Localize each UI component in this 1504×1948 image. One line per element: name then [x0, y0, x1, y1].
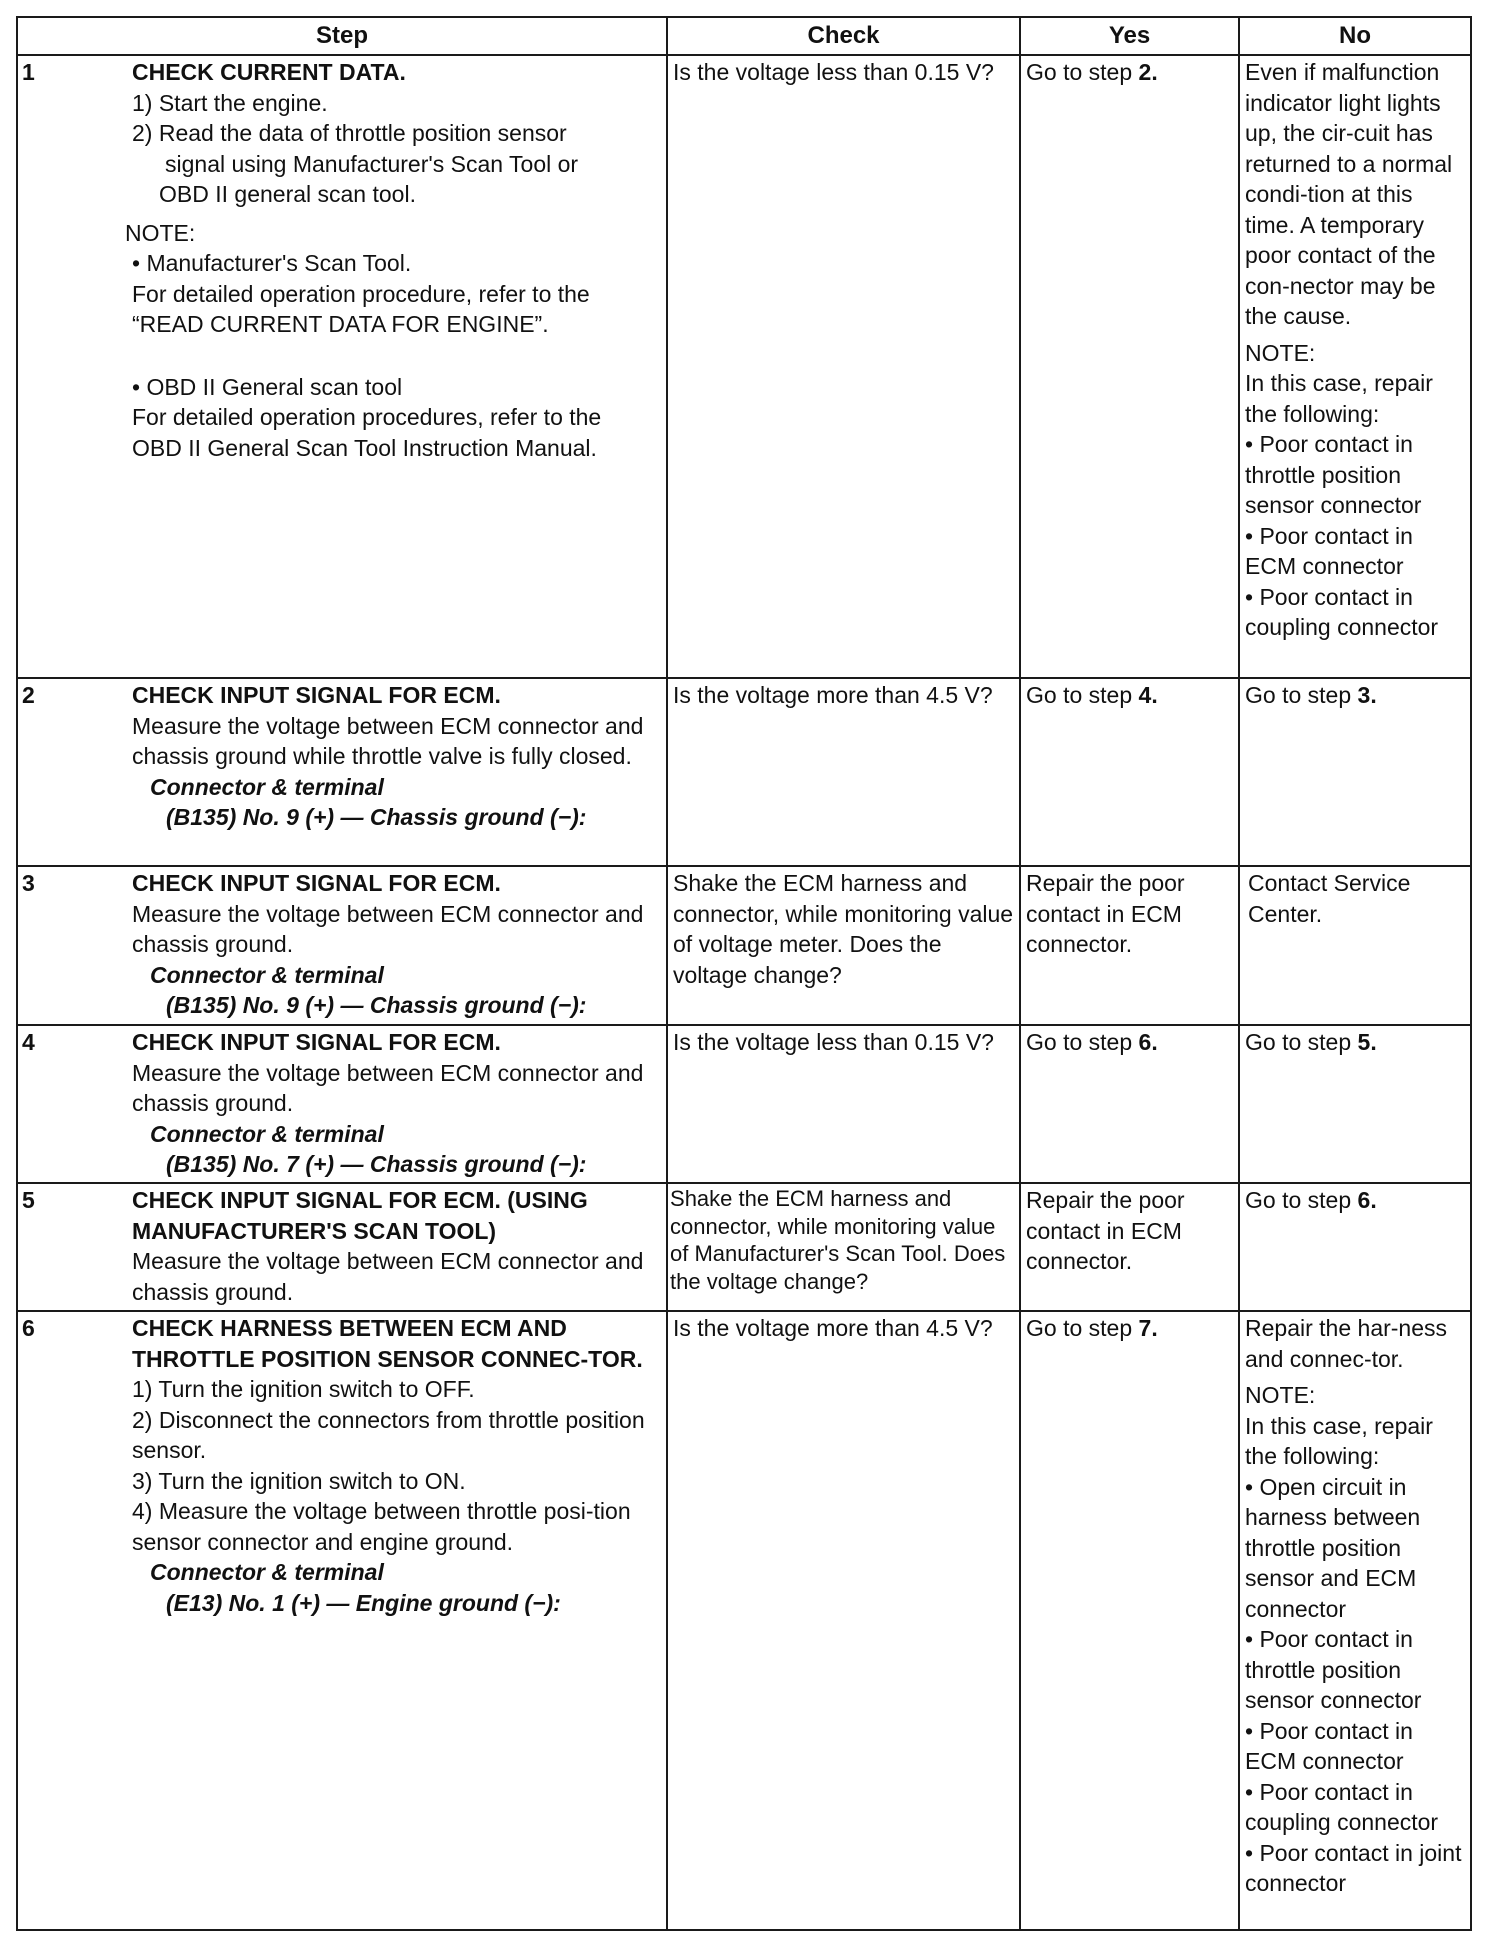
- no-note-intro: In this case, repair the following:: [1245, 1412, 1433, 1469]
- yes-cell: [1020, 678, 1239, 866]
- check-cell: Shake the ECM harness and connector, while monitoring value of voltage meter. Does the voltage change?: [667, 866, 1020, 1025]
- no-bullet: • Poor contact in ECM connector: [1245, 1717, 1413, 1774]
- no-cell: [1239, 1311, 1471, 1930]
- no-bullet: • Poor contact in throttle position sensor connector: [1245, 1626, 1422, 1713]
- no-bullet: • Poor contact in throttle position sensor connector: [1245, 431, 1422, 518]
- no-bullet: • Poor contact in joint connector: [1245, 1839, 1462, 1896]
- connector-terminal-label: Connector & terminal: [150, 773, 384, 800]
- note-text: For detailed operation procedure, refer to the: [132, 280, 590, 307]
- no-note-intro: In this case, repair the following:: [1245, 370, 1433, 427]
- connector-terminal-value: (B135) No. 9 (+) — Chassis ground (−):: [166, 992, 587, 1018]
- table-row: [17, 55, 1471, 678]
- check-cell: Is the voltage more than 4.5 V?: [667, 1311, 1020, 1930]
- step-body: Measure the voltage between ECM connector and chassis ground while throttle valve is fully closed.: [132, 712, 644, 769]
- yes-step-ref: 7.: [1138, 1315, 1158, 1341]
- yes-cell: Repair the poor contact in ECM connector.: [1020, 866, 1239, 1025]
- no-cell: [1239, 55, 1471, 678]
- step-description: [132, 866, 667, 1025]
- header-check: Check: [667, 17, 1020, 55]
- step-title: CHECK INPUT SIGNAL FOR ECM.: [132, 870, 501, 896]
- step-description: [132, 1183, 667, 1311]
- step-title: CHECK CURRENT DATA.: [132, 59, 406, 85]
- step-item: 2) Disconnect the connectors from throttle position sensor.: [132, 1406, 645, 1463]
- step-number: 5: [17, 1183, 132, 1311]
- step-title: CHECK INPUT SIGNAL FOR ECM.: [132, 682, 501, 708]
- no-step-ref: 5.: [1357, 1029, 1377, 1055]
- connector-terminal-value: (B135) No. 7 (+) — Chassis ground (−):: [166, 1151, 587, 1177]
- no-note-label: NOTE:: [1245, 339, 1316, 366]
- step-item: 2) Read the data of throttle position sensor: [132, 120, 567, 146]
- yes-step-ref: 6.: [1138, 1029, 1158, 1055]
- step-title: CHECK INPUT SIGNAL FOR ECM. (USING MANUFACTURER'S SCAN TOOL): [132, 1187, 588, 1244]
- spacer: [132, 340, 656, 372]
- no-text: Even if malfunction indicator light lights up, the cir-cuit has returned to a normal condi-tion at this time. A temporary poor contact of the con-nector may be the cause.: [1245, 59, 1453, 329]
- table-row: [17, 866, 1471, 1025]
- note-text: OBD II General Scan Tool Instruction Manual.: [132, 434, 597, 461]
- step-description: [132, 678, 667, 866]
- yes-prefix: Go to step: [1026, 682, 1139, 708]
- no-prefix: Go to step: [1245, 1187, 1358, 1213]
- connector-terminal-value: (B135) No. 9 (+) — Chassis ground (−):: [166, 804, 587, 830]
- no-cell: [1239, 678, 1471, 866]
- step-title: CHECK HARNESS BETWEEN ECM AND THROTTLE POSITION SENSOR CONNEC-TOR.: [132, 1315, 643, 1372]
- yes-step-ref: 4.: [1138, 682, 1158, 708]
- header-step: Step: [17, 17, 667, 55]
- yes-cell: [1020, 55, 1239, 678]
- no-prefix: Go to step: [1245, 1029, 1358, 1055]
- step-number: 2: [17, 678, 132, 866]
- step-description: [132, 1311, 667, 1930]
- header-yes: Yes: [1020, 17, 1239, 55]
- yes-cell: [1020, 1025, 1239, 1183]
- step-number: 3: [17, 866, 132, 1025]
- table-row: [17, 1025, 1471, 1183]
- connector-terminal-value: (E13) No. 1 (+) — Engine ground (−):: [166, 1589, 561, 1616]
- note-text: “READ CURRENT DATA FOR ENGINE”.: [132, 311, 549, 337]
- check-cell: Is the voltage more than 4.5 V?: [667, 678, 1020, 866]
- note-bullet: • OBD II General scan tool: [132, 373, 403, 400]
- no-text: Repair the har-ness and connec-tor.: [1245, 1315, 1448, 1372]
- no-bullet: • Poor contact in ECM connector: [1245, 522, 1413, 579]
- connector-terminal-label: Connector & terminal: [150, 1120, 384, 1147]
- no-note-label: NOTE:: [1245, 1382, 1316, 1408]
- note-bullet: • Manufacturer's Scan Tool.: [132, 250, 412, 276]
- step-description: [132, 1025, 667, 1183]
- step-body: Measure the voltage between ECM connector and chassis ground.: [132, 1248, 644, 1305]
- no-cell: [1239, 1183, 1471, 1311]
- yes-cell: [1020, 1311, 1239, 1930]
- step-number: 1: [17, 55, 132, 678]
- table-row: [17, 678, 1471, 866]
- no-bullet: • Poor contact in coupling connector: [1245, 1778, 1439, 1835]
- yes-prefix: Go to step: [1026, 59, 1139, 85]
- no-prefix: Go to step: [1245, 682, 1358, 708]
- check-cell: Is the voltage less than 0.15 V?: [667, 55, 1020, 678]
- yes-prefix: Go to step: [1026, 1029, 1139, 1055]
- check-cell: Is the voltage less than 0.15 V?: [667, 1025, 1020, 1183]
- yes-prefix: Go to step: [1026, 1315, 1139, 1341]
- yes-cell: Repair the poor contact in ECM connector.: [1020, 1183, 1239, 1311]
- yes-step-ref: 2.: [1138, 59, 1158, 85]
- connector-terminal-label: Connector & terminal: [150, 1559, 384, 1585]
- table-row: [17, 1311, 1471, 1930]
- step-number: 6: [17, 1311, 132, 1930]
- check-cell: Shake the ECM harness and connector, while monitoring value of Manufacturer's Scan Tool. Does the voltage change?: [667, 1183, 1020, 1311]
- no-cell: Contact Service Center.: [1239, 866, 1471, 1025]
- step-body: Measure the voltage between ECM connector and chassis ground.: [132, 900, 644, 957]
- note-text: For detailed operation procedures, refer to the: [132, 404, 602, 430]
- step-number: 4: [17, 1025, 132, 1183]
- connector-terminal-label: Connector & terminal: [150, 961, 384, 988]
- no-cell: [1239, 1025, 1471, 1183]
- step-item: 1) Start the engine.: [132, 89, 328, 116]
- no-step-ref: 3.: [1357, 682, 1377, 708]
- step-item: 4) Measure the voltage between throttle posi-tion sensor connector and engine ground.: [132, 1498, 631, 1555]
- no-bullet: • Open circuit in harness between throttle position sensor and ECM connector: [1245, 1473, 1421, 1622]
- diagnostic-procedure-sheet: [16, 16, 1470, 1931]
- step-body: Measure the voltage between ECM connector and chassis ground.: [132, 1059, 644, 1116]
- step-item: 1) Turn the ignition switch to OFF.: [132, 1376, 475, 1402]
- step-title: CHECK INPUT SIGNAL FOR ECM.: [132, 1029, 501, 1055]
- step-item-continued: OBD II general scan tool.: [159, 181, 416, 207]
- table-row: [17, 1183, 1471, 1311]
- step-description: [125, 55, 667, 678]
- no-bullet: • Poor contact in coupling connector: [1245, 583, 1439, 640]
- header-no: No: [1239, 17, 1471, 55]
- diagnostic-table: [16, 16, 1472, 1931]
- step-item-continued: signal using Manufacturer's Scan Tool or: [165, 150, 579, 177]
- no-step-ref: 6.: [1357, 1187, 1377, 1213]
- table-header-row: [17, 17, 1471, 55]
- step-item: 3) Turn the ignition switch to ON.: [132, 1467, 466, 1494]
- note-label: NOTE:: [125, 219, 196, 246]
